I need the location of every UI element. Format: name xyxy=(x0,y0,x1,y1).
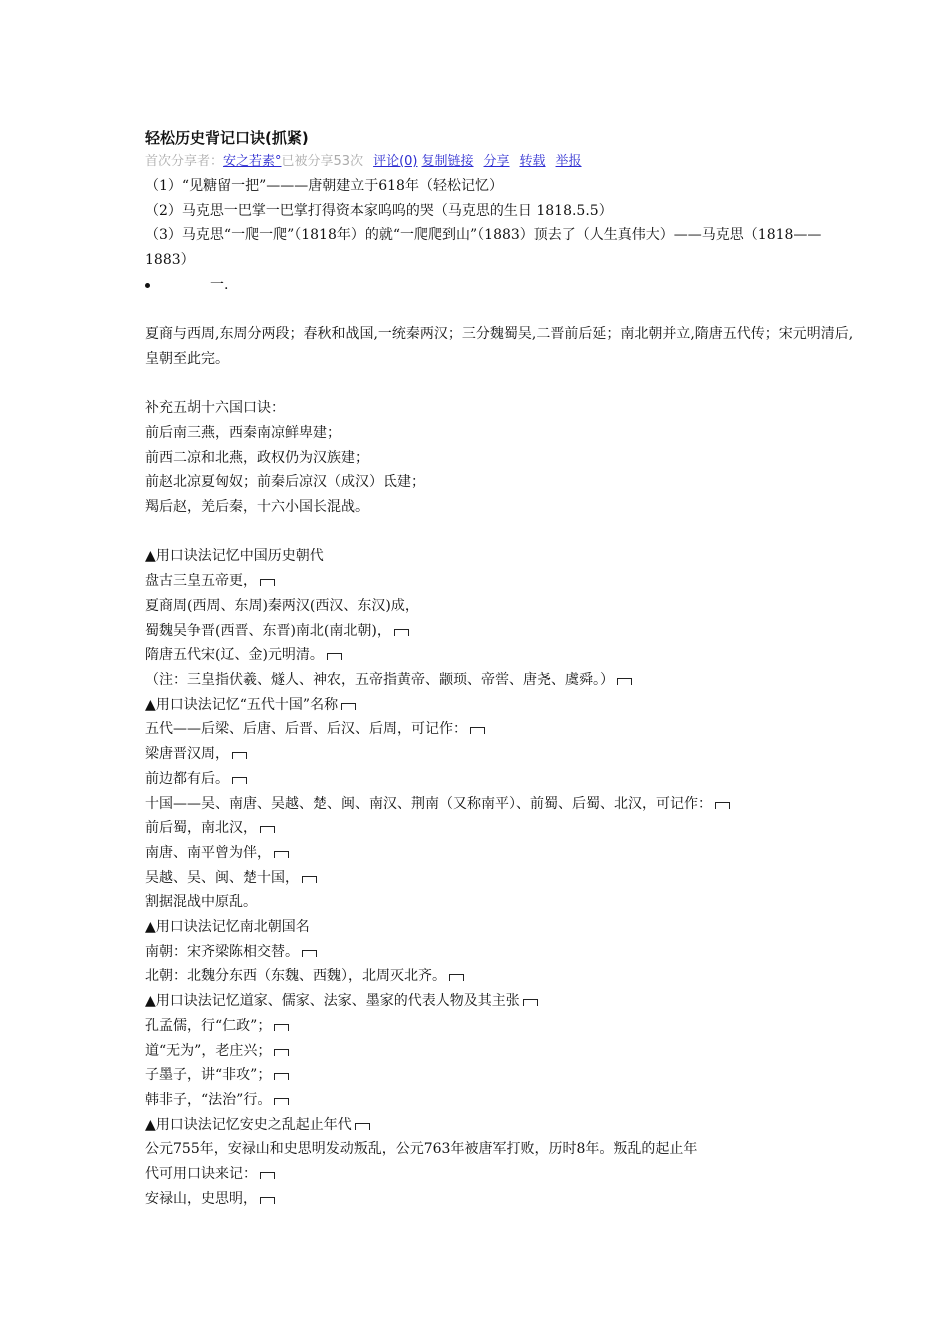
mnemonic-line xyxy=(145,1039,855,1064)
bullet-text: 一. xyxy=(210,276,229,293)
paragraph-return-icon xyxy=(274,1098,289,1105)
paragraph-return-icon xyxy=(394,629,409,636)
mnemonic-line xyxy=(145,890,855,915)
paragraph-return-icon xyxy=(260,1197,275,1204)
mnemonic-line xyxy=(145,915,855,940)
paragraph-return-icon xyxy=(274,1024,289,1031)
paragraph-return-icon xyxy=(232,777,247,784)
mnemonic-text: 子墨子，讲“非攻”； xyxy=(145,1067,272,1084)
mnemonic-line xyxy=(145,742,855,767)
mnemonic-text: 割据混战中原乱。 xyxy=(145,894,257,911)
intro-line: （3）马克思“一爬一爬”（1818年）的就“一爬爬到山”（1883）顶去了（人生真伟大）——马克思（1818——1883） xyxy=(145,227,822,269)
intro-line: （1）“见糖留一把”———唐朝建立于618年（轻松记忆） xyxy=(145,178,503,194)
shared-by-label: 首次分享者： xyxy=(145,154,224,169)
mnemonic-text: 孔孟儒，行“仁政”； xyxy=(145,1017,272,1034)
mnemonic-text: 隋唐五代宋(辽、金)元明清。 xyxy=(145,647,324,664)
mnemonic-text: 吴越、吴、闽、楚十国， xyxy=(145,869,299,886)
wuhu-line: 补充五胡十六国口诀： xyxy=(145,400,285,417)
mnemonic-line xyxy=(145,1088,855,1113)
mnemonic-text: 前边都有后。 xyxy=(145,770,229,787)
mnemonic-text: 五代——后梁、后唐、后晋、后汉、后周，可记作： xyxy=(145,721,467,738)
mnemonic-line xyxy=(145,668,855,693)
mnemonic-line xyxy=(145,1113,855,1138)
mnemonic-text: 北朝：北魏分东西（东魏、西魏），北周灭北齐。 xyxy=(145,968,446,985)
mnemonic-text: 梁唐晋汉周， xyxy=(145,746,229,763)
mnemonic-text: 南唐、南平曾为伴， xyxy=(145,844,271,861)
mnemonic-text: ▲用口诀法记忆道家、儒家、法家、墨家的代表人物及其主张 xyxy=(145,993,520,1010)
report-link[interactable]: 举报 xyxy=(555,154,582,169)
article-title: 轻松历史背记口诀(抓紧) xyxy=(145,129,309,147)
mnemonic-line xyxy=(145,989,855,1014)
paragraph-return-icon xyxy=(302,950,317,957)
paragraph-return-icon xyxy=(617,678,632,685)
paragraph-return-icon xyxy=(449,974,464,981)
mnemonic-line xyxy=(145,816,855,841)
mnemonic-line xyxy=(145,619,855,644)
mnemonic-text: 前后蜀，南北汉， xyxy=(145,820,257,837)
repost-link[interactable]: 转载 xyxy=(519,154,546,169)
wuhu-line: 羯后赵，羌后秦，十六小国长混战。 xyxy=(145,499,369,516)
mnemonic-line xyxy=(145,1187,855,1212)
copy-link-link[interactable]: 复制链接 xyxy=(421,154,474,169)
mnemonic-text: 十国——吴、南唐、吴越、楚、闽、南汉、荆南（又称南平）、前蜀、后蜀、北汉，可记作： xyxy=(145,795,712,812)
paragraph-return-icon xyxy=(274,1049,289,1056)
share-count: 已被分享53次 xyxy=(281,154,364,169)
paragraph-return-icon xyxy=(260,1172,275,1179)
mnemonic-line xyxy=(145,1014,855,1039)
comment-link[interactable]: 评论(0) xyxy=(373,154,418,169)
mnemonic-line xyxy=(145,717,855,742)
share-meta xyxy=(145,150,855,174)
author-link[interactable]: 安之若素° xyxy=(223,154,282,169)
mnemonic-text: 南朝：宋齐梁陈相交替。 xyxy=(145,943,299,960)
mnemonic-line xyxy=(145,792,855,817)
paragraph-return-icon xyxy=(715,802,730,809)
mnemonic-line xyxy=(145,594,855,619)
mnemonic-line xyxy=(145,643,855,668)
paragraph-return-icon xyxy=(327,653,342,660)
paragraph-return-icon xyxy=(260,579,275,586)
mnemonic-text: ▲用口诀法记忆“五代十国”名称 xyxy=(145,696,339,713)
wuhu-line: 前西二凉和北燕，政权仍为汉族建； xyxy=(145,449,369,466)
mnemonic-text: 代可用口诀来记： xyxy=(145,1166,257,1183)
mnemonic-line xyxy=(145,841,855,866)
paragraph-return-icon xyxy=(355,1123,370,1130)
paragraph-return-icon xyxy=(302,876,317,883)
mnemonic-text: 韩非子，“法治”行。 xyxy=(145,1091,272,1108)
paragraph-return-icon xyxy=(260,826,275,833)
intro-line: （2）马克思一巴掌一巴掌打得资本家呜呜的哭（马克思的生日 1818.5.5） xyxy=(145,202,613,219)
mnemonic-line xyxy=(145,693,855,718)
wuhu-line: 前后南三燕，西秦南凉鲜卑建； xyxy=(145,424,341,441)
paragraph-return-icon xyxy=(274,1073,289,1080)
mnemonic-line xyxy=(145,569,855,594)
mnemonic-text: 夏商周(西周、东周)秦两汉(西汉、东汉)成， xyxy=(145,597,419,614)
mnemonic-text: 盘古三皇五帝更， xyxy=(145,573,257,590)
dynasty-verse: 夏商与西周,东周分两段；春秋和战国,一统秦两汉；三分魏蜀吴,二晋前后延；南北朝并立,隋唐五代传；宋元明清后,皇朝至此完。 xyxy=(145,326,854,367)
mnemonic-text: 道“无为”，老庄兴； xyxy=(145,1042,272,1059)
mnemonic-line xyxy=(145,940,855,965)
mnemonic-line xyxy=(145,1063,855,1088)
paragraph-return-icon xyxy=(341,703,356,710)
mnemonic-text: ▲用口诀法记忆中国历史朝代 xyxy=(145,548,324,565)
mnemonic-line xyxy=(145,767,855,792)
wuhu-line: 前赵北凉夏匈奴；前秦后凉汉（成汉）氐建； xyxy=(145,474,425,491)
mnemonic-list xyxy=(145,544,855,1211)
mnemonic-text: 公元755年，安禄山和史思明发动叛乱，公元763年被唐军打败，历时8年。叛乱的起止年 xyxy=(145,1141,698,1158)
paragraph-return-icon xyxy=(470,727,485,734)
bullet-dot-icon xyxy=(145,283,150,288)
mnemonic-line xyxy=(145,964,855,989)
bullet-item xyxy=(145,273,855,298)
mnemonic-text: 蜀魏吴争晋(西晋、东晋)南北(南北朝)， xyxy=(145,622,391,639)
mnemonic-line xyxy=(145,866,855,891)
mnemonic-text: ▲用口诀法记忆南北朝国名 xyxy=(145,919,310,936)
article xyxy=(145,124,855,1211)
mnemonic-text: 安禄山，史思明， xyxy=(145,1190,257,1207)
paragraph-return-icon xyxy=(523,999,538,1006)
mnemonic-line xyxy=(145,1137,855,1162)
mnemonic-text: ▲用口诀法记忆安史之乱起止年代 xyxy=(145,1116,352,1133)
paragraph-return-icon xyxy=(232,752,247,759)
mnemonic-line xyxy=(145,1162,855,1187)
share-link[interactable]: 分享 xyxy=(483,154,510,169)
mnemonic-line xyxy=(145,544,855,569)
mnemonic-text: （注：三皇指伏羲、燧人、神农，五帝指黄帝、颛顼、帝喾、唐尧、虞舜。） xyxy=(145,672,614,688)
paragraph-return-icon xyxy=(274,851,289,858)
